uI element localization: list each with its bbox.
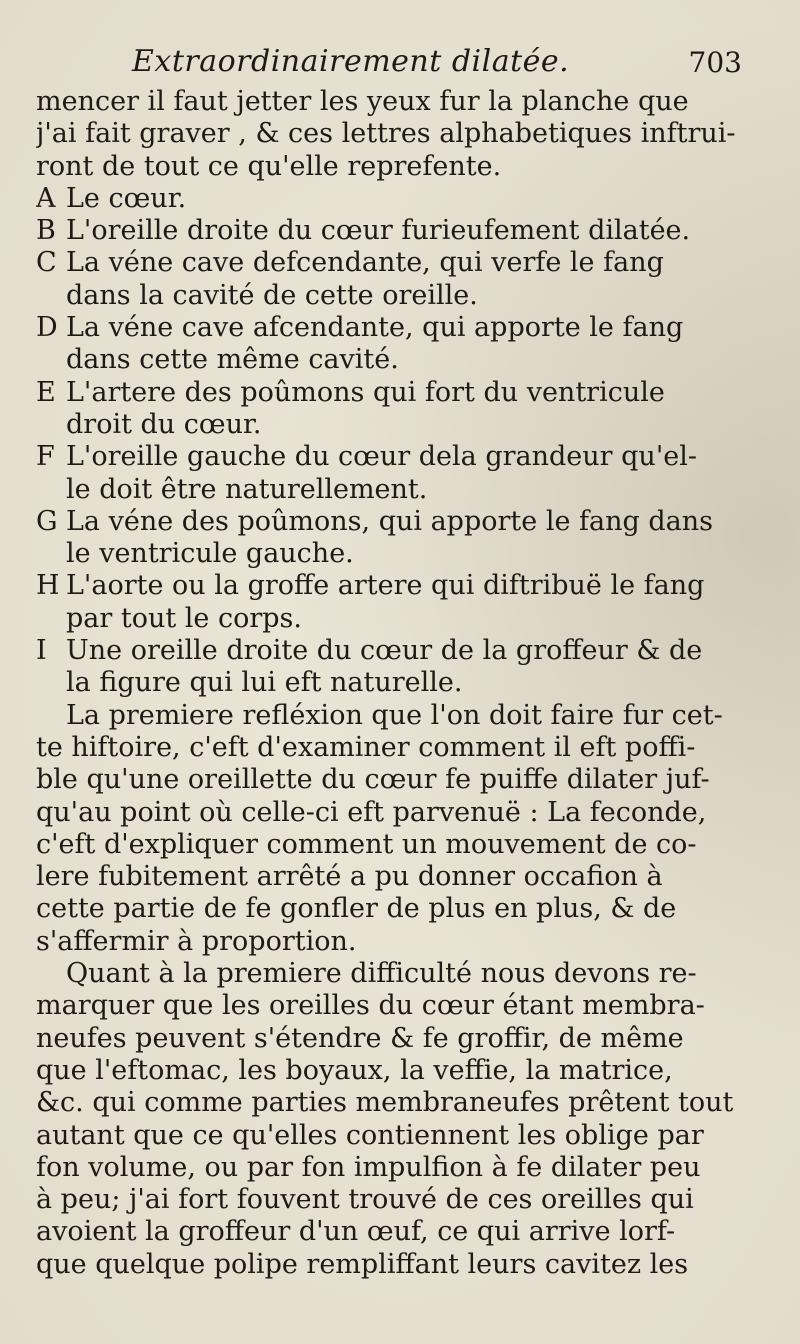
- legend-text: L'aorte ou la groffe artere qui diftribuë le fang: [66, 570, 705, 602]
- page-text: [36, 86, 776, 1281]
- legend-text-continued: le doit être naturellement.: [66, 473, 428, 505]
- legend-letter: G: [36, 505, 58, 537]
- legend-letter: H: [36, 570, 60, 602]
- legend-text: La véne cave afcendante, qui apporte le fang: [66, 312, 684, 344]
- text-line: mencer il faut jetter les yeux fur la planche que: [36, 86, 689, 117]
- legend-item-b: [36, 215, 776, 247]
- legend-text-continued: par tout le corps.: [66, 602, 302, 634]
- legend-letter: B: [36, 215, 56, 247]
- paragraph-line: que quelque polipe rempliffant leurs cavitez les: [36, 1248, 689, 1280]
- legend-text-continued: dans la cavité de cette oreille.: [66, 279, 478, 311]
- paragraph-line: te hiftoire, c'eft d'examiner comment il eft poffi-: [36, 731, 696, 763]
- legend-letter: E: [36, 376, 56, 408]
- legend-letter: A: [36, 182, 56, 214]
- legend-text-continued: dans cette même cavité.: [66, 344, 399, 376]
- paragraph-line: lere fubitement arrêté a pu donner occafion à: [36, 861, 663, 893]
- legend-text-continued: la figure qui lui eft naturelle.: [66, 667, 463, 699]
- legend-text: L'oreille droite du cœur furieufement dilatée.: [66, 215, 691, 247]
- legend-item-g: [36, 506, 776, 538]
- paragraph-line: La premiere refléxion que l'on doit faire fur cet-: [66, 699, 723, 731]
- legend-text-continued: le ventricule gauche.: [66, 538, 354, 570]
- legend-item-d: [36, 312, 776, 344]
- legend-letter: I: [36, 635, 47, 667]
- legend-letter: D: [36, 312, 58, 344]
- paragraph-line: s'affermir à proportion.: [36, 925, 357, 957]
- paragraph-line: neufes peuvent s'étendre & fe groffir, de même: [36, 1022, 684, 1054]
- legend-item-e: [36, 377, 776, 409]
- legend-item-i: [36, 635, 776, 667]
- page-header: [132, 44, 742, 84]
- paragraph-line: qu'au point où celle-ci eft parvenuë : La feconde,: [36, 796, 707, 828]
- paragraph-line: à peu; j'ai fort fouvent trouvé de ces oreilles qui: [36, 1184, 694, 1216]
- paragraph-line: ble qu'une oreillette du cœur fe puiffe dilater juf-: [36, 764, 710, 796]
- paragraph-line: fon volume, ou par fon impulfion à fe dilater peu: [36, 1151, 701, 1183]
- legend-item-c: [36, 247, 776, 279]
- paragraph-line: avoient la groffeur d'un œuf, ce qui arrive lorf-: [36, 1216, 676, 1248]
- legend-text: L'artere des poûmons qui fort du ventricule: [66, 376, 665, 408]
- paragraph-line: cette partie de fe gonfler de plus en plus, & de: [36, 893, 677, 925]
- legend-item-h: [36, 570, 776, 602]
- paragraph-line: c'eft d'expliquer comment un mouvement de co-: [36, 828, 697, 860]
- paragraph-line: que l'eftomac, les boyaux, la veffie, la matrice,: [36, 1054, 673, 1086]
- legend-text: Une oreille droite du cœur de la groffeur & de: [66, 635, 703, 667]
- paragraph-line: Quant à la premiere difficulté nous devons re-: [66, 958, 697, 990]
- legend-text: La véne cave defcendante, qui verfe le fang: [66, 247, 664, 279]
- running-title: Extraordinairement dilatée.: [132, 44, 570, 79]
- legend-letter: C: [36, 247, 57, 279]
- text-line: j'ai fait graver , & ces lettres alphabetiques inftrui-: [36, 118, 736, 150]
- legend-text: Le cœur.: [66, 182, 187, 214]
- paragraph-line: &c. qui comme parties membraneufes prêtent tout: [36, 1087, 734, 1119]
- paragraph-line: autant que ce qu'elles contiennent les oblige par: [36, 1119, 704, 1151]
- legend-item-a: [36, 183, 776, 215]
- legend-letter: F: [36, 441, 55, 473]
- legend-text: L'oreille gauche du cœur dela grandeur qu'el-: [66, 441, 697, 473]
- legend-text: La véne des poûmons, qui apporte le fang dans: [66, 505, 713, 537]
- text-line: ront de tout ce qu'elle reprefente.: [36, 150, 502, 182]
- page-number: 703: [688, 46, 742, 79]
- legend-text-continued: droit du cœur.: [66, 408, 262, 440]
- paragraph-line: marquer que les oreilles du cœur étant membra-: [36, 990, 705, 1022]
- legend-item-f: [36, 441, 776, 473]
